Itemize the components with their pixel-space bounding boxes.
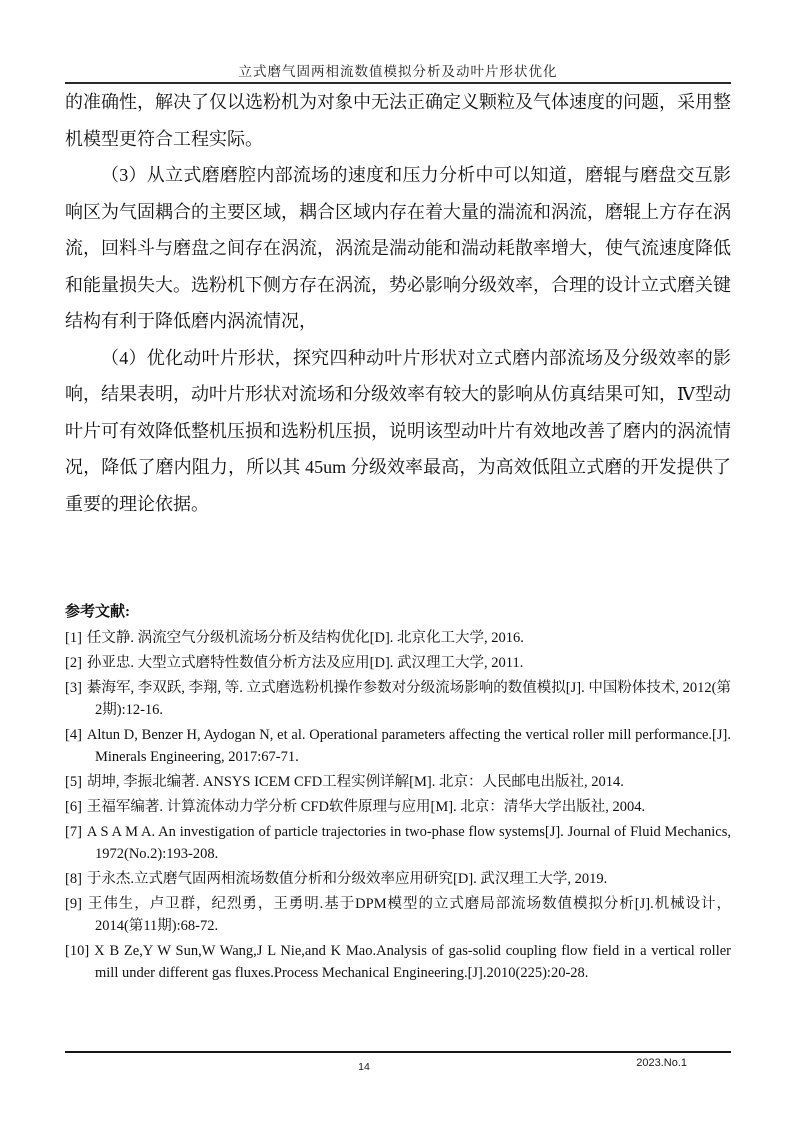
reference-label: [1] bbox=[65, 630, 82, 646]
reference-item bbox=[65, 893, 731, 937]
reference-label: [4] bbox=[65, 727, 82, 743]
reference-item bbox=[65, 627, 731, 649]
references-list bbox=[65, 627, 731, 984]
reference-text: A S A M A. An investigation of particle trajectories in two-phase flow systems[J]. Journal of Fluid Mechanics, 1972(No.2):193-208. bbox=[86, 824, 731, 862]
reference-item bbox=[65, 724, 731, 768]
paragraph-point-4: （4）优化动叶片形状，探究四种动叶片形状对立式磨内部流场及分级效率的影响，结果表明，动叶片形状对流场和分级效率有较大的影响从仿真结果可知，Ⅳ型动叶片可有效降低整机压损和选粉机压损，说明该型动叶片有效地改善了磨内的涡流情况，降低了磨内阻力，所以其 45um 分级效率最高，为高效低阻立式磨的开发提供了重要的理论依据。 bbox=[65, 347, 731, 514]
reference-text: 綦海军, 李双跃, 李翔, 等. 立式磨选粉机操作参数对分级流场影响的数值模拟[J]. 中国粉体技术, 2012(第2期):12-16. bbox=[86, 680, 731, 718]
reference-label: [9] bbox=[65, 896, 82, 912]
page-number: 14 bbox=[358, 1061, 370, 1073]
issue-label: 2023.No.1 bbox=[636, 1057, 687, 1069]
page-footer bbox=[65, 1051, 731, 1073]
footer-row bbox=[65, 1057, 731, 1073]
reference-item bbox=[65, 940, 731, 984]
body-text bbox=[65, 84, 731, 984]
reference-text: 于永杰.立式磨气固两相流场数值分析和分级效率应用研究[D]. 武汉理工大学, 2019. bbox=[86, 871, 608, 887]
reference-text: 王福军编著. 计算流体动力学分析 CFD软件原理与应用[M]. 北京：清华大学出版社, 2004. bbox=[86, 799, 646, 815]
paragraph-point-3: （3）从立式磨磨腔内部流场的速度和压力分析中可以知道，磨辊与磨盘交互影响区为气固耦合的主要区域，耦合区域内存在着大量的湍流和涡流，磨辊上方存在涡流，回料斗与磨盘之间存在涡流，涡流是湍动能和湍动耗散率增大，使气流速度降低和能量损失大。选粉机下侧方存在涡流，势必影响分级效率，合理的设计立式磨关键结构有利于降低磨内涡流情况， bbox=[65, 165, 731, 331]
reference-item bbox=[65, 821, 731, 865]
reference-item bbox=[65, 771, 731, 793]
reference-label: [7] bbox=[65, 824, 82, 840]
running-header bbox=[65, 0, 731, 84]
reference-item bbox=[65, 796, 731, 818]
reference-item bbox=[65, 652, 731, 674]
reference-label: [2] bbox=[65, 655, 82, 671]
reference-item bbox=[65, 677, 731, 721]
paragraph-continued: 的准确性，解决了仅以选粉机为对象中无法正确定义颗粒及气体速度的问题，采用整机模型更符合工程实际。 bbox=[65, 92, 731, 149]
reference-item bbox=[65, 868, 731, 890]
page-content bbox=[65, 0, 731, 987]
running-header-title: 立式磨气固两相流数值模拟分析及动叶片形状优化 bbox=[238, 64, 558, 79]
reference-label: [5] bbox=[65, 774, 82, 790]
reference-label: [8] bbox=[65, 871, 82, 887]
reference-text: 王伟生，卢卫群，纪烈勇，王勇明.基于DPM模型的立式磨局部流场数值模拟分析[J].机械设计， 2014(第11期):68-72. bbox=[86, 896, 731, 934]
reference-text: 任文静. 涡流空气分级机流场分析及结构优化[D]. 北京化工大学, 2016. bbox=[86, 630, 524, 646]
references-heading: 参考文献: bbox=[65, 604, 130, 620]
reference-text: Altun D, Benzer H, Aydogan N, et al. Operational parameters affecting the vertical roller mill performance.[J]. Minerals Engineering, 2017:67-71. bbox=[86, 727, 731, 765]
references-section bbox=[65, 602, 731, 984]
reference-text: 孙亚忠. 大型立式磨特性数值分析方法及应用[D]. 武汉理工大学, 2011. bbox=[86, 655, 524, 671]
reference-text: X B Ze,Y W Sun,W Wang,J L Nie,and K Mao.Analysis of gas-solid coupling flow field in a vertical roller mill under different gas fluxes.Process Mechanical Engineering.[J].2010(225):20-28. bbox=[94, 943, 731, 981]
reference-label: [6] bbox=[65, 799, 82, 815]
reference-text: 胡坤, 李振北编著. ANSYS ICEM CFD工程实例详解[M]. 北京：人民邮电出版社, 2014. bbox=[86, 774, 624, 790]
reference-label: [3] bbox=[65, 680, 82, 696]
reference-label: [10] bbox=[65, 943, 90, 959]
